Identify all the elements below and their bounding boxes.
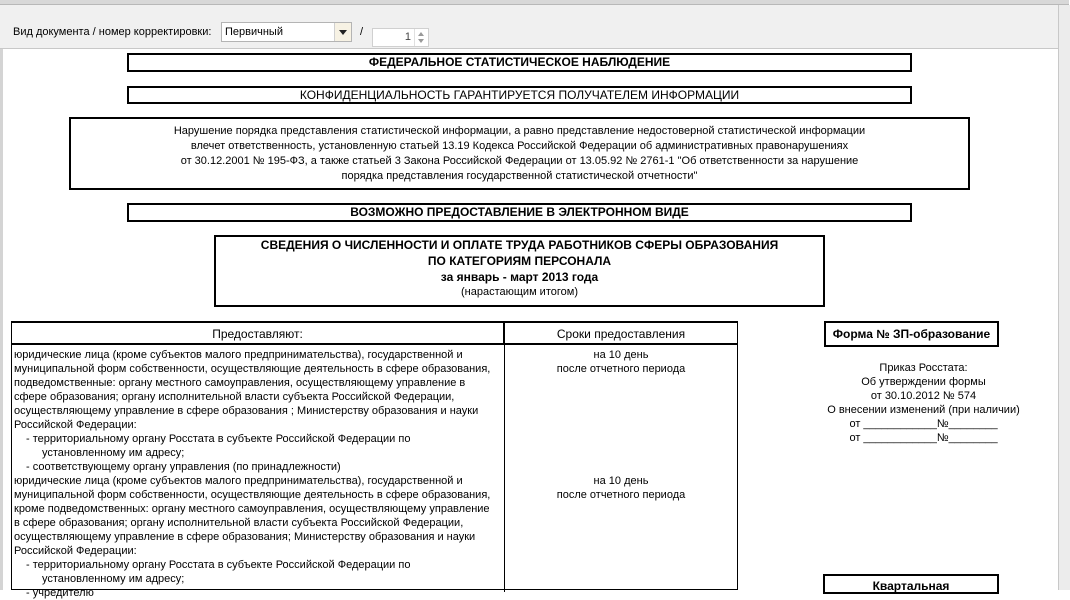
row-text-line: осуществляющему управление в сфере образования ; Министерству образования и науки [14, 405, 479, 417]
submitters-table [11, 321, 738, 599]
row-text-line: сфере образования; органу исполнительной власти субъекта Российской Федерации, [14, 391, 455, 403]
warning-line: от 30.12.2001 № 195-ФЗ, а также статьей 3 Закона Российской Федерации от 13.05.92 № 2761-1 "Об ответственности за нарушение [180, 155, 859, 167]
row-text-line: муниципальной форм собственности, осуществляющие деятельность в сфере образования, [14, 489, 491, 501]
left-frame-edge [0, 49, 3, 590]
rosstat-order [800, 361, 1047, 445]
liability-warning [69, 117, 970, 190]
report-title-line2: ПО КАТЕГОРИЯМ ПЕРСОНАЛА [427, 254, 612, 268]
row-text-line: осуществляющему управление в сфере образования; Министерству образования и науки [14, 531, 476, 543]
form-name-box: Форма № ЗП-образование [824, 321, 999, 347]
row-sub-item-cont: установленному им адресу; [42, 447, 185, 459]
row-sub-item: - соответствующему органу управления (по принадлежности) [26, 461, 341, 473]
row-text-line: Российской Федерации: [14, 545, 137, 557]
doc-type-value: Первичный [225, 26, 283, 38]
report-title-line1: СВЕДЕНИЯ О ЧИСЛЕННОСТИ И ОПЛАТЕ ТРУДА РАБОТНИКОВ СФЕРЫ ОБРАЗОВАНИЯ [260, 238, 779, 252]
row-text-line: юридические лица (кроме субъектов малого предпринимательства), государственной и [14, 475, 463, 487]
arrow-up-icon[interactable] [418, 32, 424, 36]
row-text-line: в сфере образования; органу исполнительной власти субъекта Российской Федерации, [14, 517, 464, 529]
doc-type-label: Вид документа / номер корректировки: [13, 26, 212, 38]
table-row-1-deadline [505, 348, 737, 376]
row-text-line: муниципальной форм собственности, осуществляющие деятельность в сфере образования, [14, 363, 491, 375]
deadline-day: на 10 день [593, 349, 649, 361]
table-row-1-submitters [14, 348, 504, 474]
warning-line: влечет ответственность, установленную статьей 13.19 Кодекса Российской Федерации об административных правонарушениях [190, 140, 849, 152]
deadline-note: после отчетного периода [556, 363, 686, 375]
electronic-submission-header: ВОЗМОЖНО ПРЕДОСТАВЛЕНИЕ В ЭЛЕКТРОННОМ ВИДЕ [127, 203, 912, 222]
row-text-line: кроме подведомственных: органу местного самоуправления, осуществляющему управление [14, 503, 490, 515]
row-sub-item: - территориальному органу Росстата в субъекте Российской Федерации по [26, 559, 411, 571]
order-line: О внесении изменений (при наличии) [827, 404, 1020, 416]
document-toolbar [0, 5, 1069, 49]
confidentiality-header: КОНФИДЕНЦИАЛЬНОСТЬ ГАРАНТИРУЕТСЯ ПОЛУЧАТЕЛЕМ ИНФОРМАЦИИ [127, 86, 912, 104]
row-text-line: юридические лица (кроме субъектов малого предпринимательства), государственной и [14, 349, 463, 361]
deadline-note: после отчетного периода [556, 489, 686, 501]
report-period: за январь - март 2013 года [440, 270, 599, 284]
vertical-scrollbar[interactable] [1058, 5, 1070, 590]
deadline-day: на 10 день [593, 475, 649, 487]
table-row-2-submitters [14, 474, 504, 600]
column-header-deadlines: Сроки предоставления [505, 323, 737, 345]
row-text-line: Российской Федерации: [14, 419, 137, 431]
order-line: от ____________№________ [849, 418, 998, 430]
warning-line: Нарушение порядка представления статистической информации, а равно представление недостоверной статистической информации [173, 125, 866, 137]
federal-observation-header: ФЕДЕРАЛЬНОЕ СТАТИСТИЧЕСКОЕ НАБЛЮДЕНИЕ [127, 53, 912, 72]
cumulative-note: (нарастающим итогом) [461, 286, 578, 298]
table-row-2-deadline [505, 474, 737, 502]
order-line: от 30.10.2012 № 574 [870, 390, 977, 402]
correction-number-value: 1 [404, 31, 411, 43]
periodicity-box: Квартальная [823, 574, 999, 594]
column-header-submitters: Предоставляют: [12, 323, 505, 345]
order-line: от ____________№________ [849, 432, 998, 444]
row-sub-item: - учредителю [26, 587, 94, 599]
correction-number-stepper[interactable] [372, 28, 429, 47]
arrow-down-icon[interactable] [418, 39, 424, 43]
warning-line: порядка представления государственной статистической отчетности" [341, 170, 698, 182]
column-divider [504, 345, 505, 592]
stepper-buttons[interactable] [414, 29, 428, 46]
report-title-box [214, 235, 825, 307]
row-text-line: подведомственные: органу местного самоуправления, осуществляющему управление в [14, 377, 466, 389]
doc-type-select[interactable] [221, 22, 352, 42]
chevron-down-icon[interactable] [334, 23, 351, 41]
separator: / [360, 26, 364, 38]
row-sub-item-cont: установленному им адресу; [42, 573, 185, 585]
order-line: Приказ Росстата: [879, 362, 968, 374]
order-line: Об утверждении формы [861, 376, 986, 388]
row-sub-item: - территориальному органу Росстата в субъекте Российской Федерации по [26, 433, 411, 445]
